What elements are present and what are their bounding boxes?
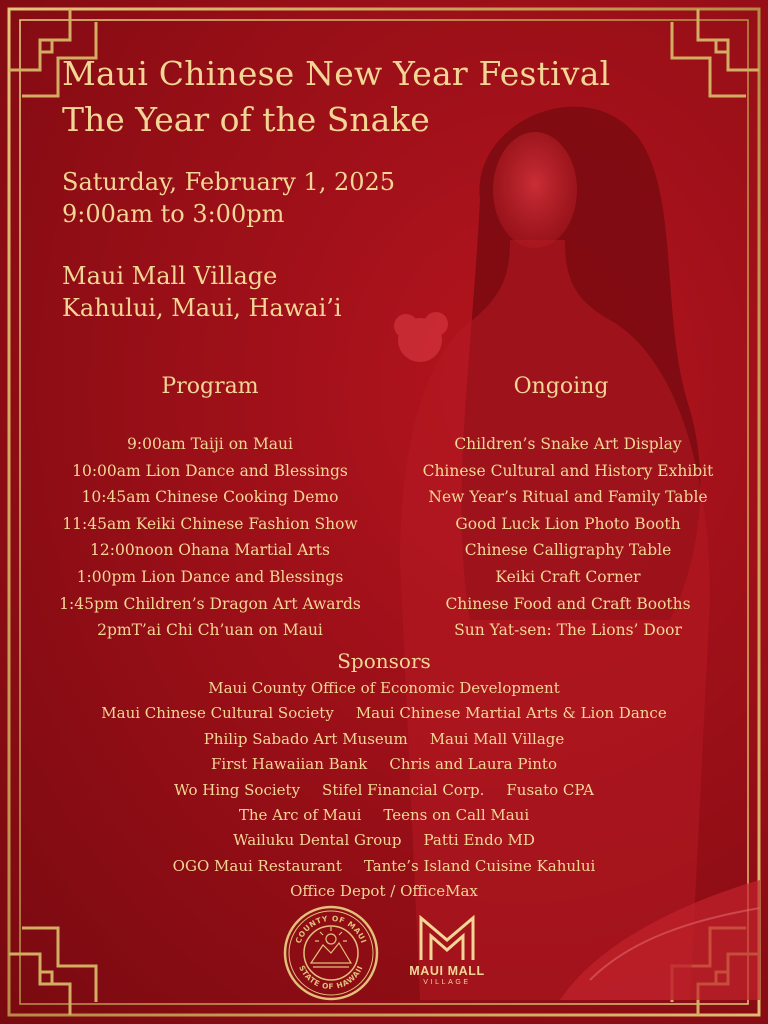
ongoing-heading: Ongoing bbox=[513, 374, 609, 399]
sponsor-name: Philip Sabado Art Museum bbox=[203, 729, 408, 748]
event-location: Kahului, Maui, Hawai’i bbox=[62, 294, 342, 322]
event-title: Maui Chinese New Year Festival bbox=[62, 54, 611, 93]
ongoing-item: Chinese Food and Craft Booths bbox=[445, 594, 691, 613]
sponsors-heading: Sponsors bbox=[337, 649, 431, 673]
sponsor-line bbox=[0, 701, 768, 726]
sponsor-name: Chris and Laura Pinto bbox=[389, 755, 557, 774]
sponsor-name: Patti Endo MD bbox=[423, 831, 535, 850]
event-date: Saturday, February 1, 2025 bbox=[62, 168, 396, 196]
sponsor-name: Maui County Office of Economic Development bbox=[208, 679, 560, 697]
program-item: 1:45pm Children’s Dragon Art Awards bbox=[59, 594, 361, 613]
sponsor-name: Maui Chinese Martial Arts & Lion Dance bbox=[355, 704, 667, 723]
sponsor-line bbox=[0, 676, 768, 701]
sponsor-name: Teens on Call Maui bbox=[383, 806, 530, 825]
sponsor-name: The Arc of Maui bbox=[238, 806, 362, 825]
program-item: 2pmT’ai Chi Ch’uan on Maui bbox=[97, 621, 323, 640]
sponsor-name: Office Depot / OfficeMax bbox=[290, 882, 478, 901]
program-list bbox=[40, 431, 380, 644]
sponsor-line bbox=[0, 778, 768, 803]
program-heading: Program bbox=[161, 374, 259, 399]
sponsor-name: Stifel Financial Corp. bbox=[322, 780, 485, 799]
sponsor-name: Maui Mall Village bbox=[429, 729, 565, 748]
sponsor-line bbox=[0, 803, 768, 828]
program-item: 11:45am Keiki Chinese Fashion Show bbox=[62, 514, 358, 533]
program-item: 1:00pm Lion Dance and Blessings bbox=[76, 567, 344, 586]
sponsor-line bbox=[0, 828, 768, 853]
sponsor-name: Wailuku Dental Group bbox=[233, 831, 402, 850]
sponsor-line bbox=[0, 854, 768, 879]
svg-text:STATE OF HAWAII: STATE OF HAWAII bbox=[297, 963, 365, 992]
ongoing-item: Sun Yat-sen: The Lions’ Door bbox=[454, 621, 682, 640]
event-subtitle: The Year of the Snake bbox=[62, 100, 430, 139]
ongoing-item: Keiki Craft Corner bbox=[495, 567, 641, 586]
event-time: 9:00am to 3:00pm bbox=[62, 200, 285, 228]
program-item: 12:00noon Ohana Martial Arts bbox=[90, 541, 330, 560]
ongoing-item: Children’s Snake Art Display bbox=[454, 435, 682, 453]
maui-mall-village-logo bbox=[394, 912, 500, 1002]
ongoing-item: New Year’s Ritual and Family Table bbox=[428, 488, 708, 507]
sponsors-list bbox=[0, 676, 768, 905]
mall-logo-name: MAUI MALL bbox=[409, 964, 485, 978]
program-item: 10:45am Chinese Cooking Demo bbox=[81, 488, 339, 507]
svg-text:COUNTY OF MAUI: COUNTY OF MAUI bbox=[293, 913, 369, 945]
program-item: 10:00am Lion Dance and Blessings bbox=[72, 461, 348, 480]
mall-logo-subtitle: VILLAGE bbox=[423, 979, 471, 986]
ongoing-item: Good Luck Lion Photo Booth bbox=[455, 514, 681, 533]
sponsor-line bbox=[0, 879, 768, 904]
sponsor-line bbox=[0, 727, 768, 752]
county-seal-icon bbox=[283, 905, 379, 1001]
ongoing-item: Chinese Cultural and History Exhibit bbox=[422, 461, 714, 480]
mall-m-logo-icon bbox=[415, 912, 479, 962]
sponsor-line bbox=[0, 752, 768, 777]
ongoing-item: Chinese Calligraphy Table bbox=[464, 541, 672, 560]
sponsor-name: Tante’s Island Cuisine Kahului bbox=[363, 856, 596, 875]
ongoing-list bbox=[398, 431, 738, 644]
sponsor-name: First Hawaiian Bank bbox=[211, 755, 368, 774]
sponsor-name: OGO Maui Restaurant bbox=[172, 856, 342, 875]
sponsor-name: Fusato CPA bbox=[506, 780, 594, 799]
sponsor-name: Wo Hing Society bbox=[174, 780, 301, 799]
event-venue: Maui Mall Village bbox=[62, 262, 278, 290]
program-item: 9:00am Taiji on Maui bbox=[127, 435, 293, 453]
sponsor-name: Maui Chinese Cultural Society bbox=[101, 704, 334, 723]
